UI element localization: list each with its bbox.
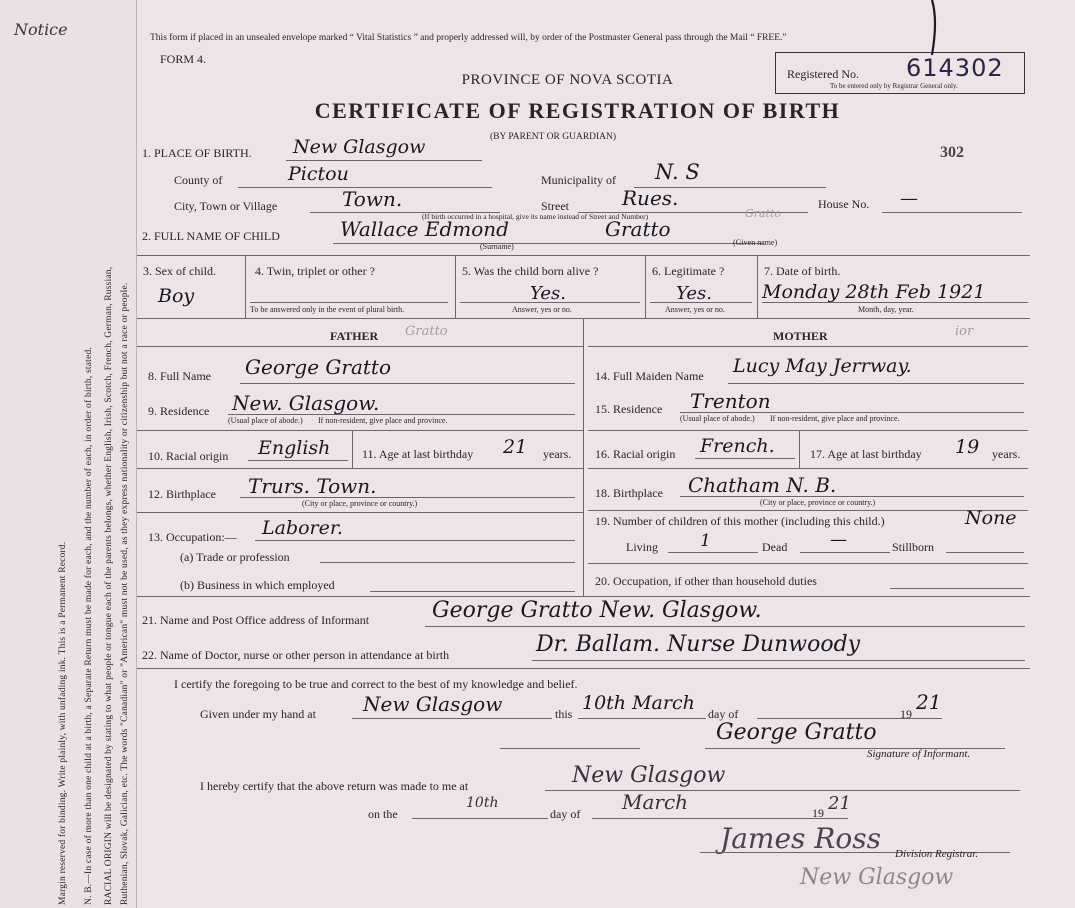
mother-occupation-label: 20. Occupation, if other than household duties [595,574,817,588]
street-value: Rues. [622,186,679,210]
grid-divider-1 [245,255,246,318]
mother-age-value: 19 [955,436,980,458]
county-label: County of [174,173,223,187]
mother-row-border-1 [588,430,1028,431]
informant-signature: George Gratto [716,720,877,745]
father-heading-line [137,346,583,347]
date-line [762,302,1028,303]
registrar-day-value: 10th [466,795,499,811]
given-date-value: 10th March [582,692,695,714]
grid-divider-3 [645,255,646,318]
registered-number: 614302 [906,54,1004,82]
informant-signature-label: Signature of Informant. [867,748,971,760]
doctor-label: 22. Name of Doctor, nurse or other person in attendance at birth [142,648,450,662]
surname-note: (Surname) [480,242,514,251]
form-number: FORM 4. [160,52,207,66]
twin-label: 4. Twin, triplet or other ? [255,264,375,278]
grid-divider-2 [455,255,456,318]
alive-label: 5. Was the child born alive ? [462,264,599,278]
father-racial-line [248,460,348,461]
alive-line [460,302,640,303]
father-birthplace-note: (City or place, province or country.) [302,499,418,508]
registry-stamp: 302 [940,144,964,161]
mother-age-label: 17. Age at last birthday [810,447,922,461]
father-residence-note-2: If non-resident, give place and province. [318,416,448,425]
registrar-signature: James Ross [720,822,881,855]
certification-statement: I certify the foregoing to be true and correct to the best of my knowledge and belief. [174,677,578,691]
dead-label: Dead [762,540,788,554]
registrar-place-value: New Glasgow [572,763,726,788]
child-given-name: Wallace Edmond [340,217,509,241]
house-number-line [882,212,1022,213]
dead-line [800,552,890,553]
father-residence-note: (Usual place of abode.) [228,416,303,425]
informant-value: George Gratto New. Glasgow. [432,598,762,623]
registrar-year-value: 21 [828,793,851,814]
mother-age-divider [799,430,800,468]
mother-pencil-note: ior [955,324,974,339]
mother-birthplace-line [680,496,1024,497]
given-name-note: (Given name) [733,238,778,247]
mother-residence-note-2: If non-resident, give place and province. [770,414,900,423]
father-birthplace-value: Trurs. Town. [248,474,377,498]
municipality-value: N. S [655,160,700,184]
father-business-label: (b) Business in which employed [180,578,335,592]
father-name-label: 8. Full Name [148,369,211,383]
registrar-label: Division Registrar. [895,848,979,860]
informant-line [425,626,1025,627]
legitimate-label: 6. Legitimate ? [652,264,725,278]
alive-note: Answer, yes or no. [512,305,572,314]
father-occupation-value: Laborer. [262,517,343,539]
given-date-line [578,718,706,719]
city-label: City, Town or Village [174,199,278,213]
mother-age-years: years. [992,447,1021,461]
grid-divider-4 [757,255,758,318]
father-heading: FATHER [330,329,379,343]
this-label: this [555,707,573,721]
date-note: Month, day, year. [858,305,914,314]
mother-row-border-2 [588,468,1028,469]
alive-value: Yes. [530,283,566,304]
mother-name-value: Lucy May Jerrway. [733,355,912,377]
mother-children-value: None [965,507,1017,529]
mother-residence-line [680,412,1024,413]
mother-heading: MOTHER [773,329,828,343]
father-occupation-label: 13. Occupation:— [148,530,237,544]
house-number-value: — [900,188,918,209]
notice-handwriting: Notice [14,20,68,39]
child-surname: Gratto [605,217,671,241]
mother-birthplace-label: 18. Birthplace [595,486,663,500]
province-heading: PROVINCE OF NOVA SCOTIA [461,72,674,88]
mother-heading-line [588,346,1028,347]
living-value: 1 [700,531,711,551]
registered-number-note: To be entered only by Registrar General only. [830,82,958,90]
registered-number-label: Registered No. [787,67,859,81]
mother-occupation-line [890,588,1024,589]
father-trade-line [320,562,575,563]
given-under-label: Given under my hand at [200,707,316,721]
father-name-value: George Gratto [245,355,391,379]
child-name-label: 2. FULL NAME OF CHILD [142,229,280,243]
on-the-label: on the [368,807,398,821]
mother-name-line [728,383,1024,384]
father-row-border-3 [137,512,583,513]
mother-row-border-4 [588,563,1028,564]
father-business-line [370,591,575,592]
county-value: Pictou [288,163,349,185]
child-name-line [333,243,763,244]
pencil-surname-note: Gratto [745,207,782,220]
place-of-birth-label: 1. PLACE OF BIRTH. [142,146,252,160]
doctor-line [532,660,1025,661]
father-racial-label: 10. Racial origin [148,449,229,463]
father-age-label: 11. Age at last birthday [362,447,474,461]
parents-divider [583,318,584,596]
father-row-border-1 [137,430,583,431]
father-residence-value: New. Glasgow. [232,391,380,415]
mother-racial-value: French. [700,435,775,457]
stillborn-line [946,552,1024,553]
mother-birthplace-value: Chatham N. B. [688,473,837,497]
mother-row-border-3 [588,510,1028,511]
registrar-day-line [412,818,548,819]
living-label: Living [626,540,658,554]
day-of-label: day of [708,707,739,721]
father-pencil-note: Gratto [405,324,448,339]
doctor-value: Dr. Ballam. Nurse Dunwoody [536,632,861,657]
document-title: CERTIFICATE OF REGISTRATION OF BIRTH [314,98,841,123]
mother-birthplace-note: (City or place, province or country.) [760,498,876,507]
father-age-years: years. [543,447,572,461]
father-occupation-line [255,540,575,541]
margin-note-2: N. B.—In case of more than one child at a birth, a Separate Return must be made for each, and the number of each, in order of birth, stated. [84,347,94,905]
parents-bottom-border [137,596,1030,597]
registrar-year-prefix: 19 [812,806,824,820]
legitimate-line [650,302,752,303]
given-place-line [352,718,552,719]
date-label: 7. Date of birth. [764,264,841,278]
margin-note-4: Ruthenian, Slovak, Galician, etc. The words "Canadian" or "American" must not be used, as they express nationality or citizenship but not a race or people. [120,282,130,905]
mother-children-label: 19. Number of children of this mother (including this child.) [595,514,885,528]
grid-top-border [137,255,1030,256]
mother-residence-label: 15. Residence [595,402,663,416]
sex-value: Boy [158,285,195,307]
living-line [668,552,758,553]
city-value: Town. [342,187,403,211]
father-trade-label: (a) Trade or profession [180,550,290,564]
given-place-value: New Glasgow [363,692,503,716]
informant-label: 21. Name and Post Office address of Informant [142,613,370,627]
margin-note-1: Margin reserved for binding. Write plainly, with unfading ink. This is a Permanent Record. [58,541,68,905]
year-prefix: 19 [900,707,912,721]
sex-label: 3. Sex of child. [143,264,216,278]
date-value: Monday 28th Feb 1921 [762,281,986,303]
legitimate-note: Answer, yes or no. [665,305,725,314]
father-birthplace-line [240,497,575,498]
registrar-statement: I hereby certify that the above return was made to me at [200,779,469,793]
mother-residence-note: (Usual place of abode.) [680,414,755,423]
year-value: 21 [916,690,942,714]
stillborn-label: Stillborn [892,540,935,554]
father-birthplace-label: 12. Birthplace [148,487,216,501]
street-label: Street [541,199,569,213]
father-name-line [240,383,575,384]
registrar-pencil-place: New Glasgow [800,865,954,890]
blank-signature-line [500,748,640,749]
registrar-day-of-label: day of [550,807,581,821]
ink-stroke [920,0,950,60]
legitimate-value: Yes. [676,283,712,304]
margin-note-3: RACIAL ORIGIN will be designated by stating to what people or tongue each of the parents belongs, whether English, Irish, Scotch, French, German, Russian, [104,266,114,905]
father-residence-label: 9. Residence [148,404,210,418]
document-subtitle: (BY PARENT OR GUARDIAN) [490,132,617,142]
father-racial-value: English [258,437,331,459]
house-number-label: House No. [818,197,870,211]
mother-name-label: 14. Full Maiden Name [595,369,704,383]
father-age-divider [352,430,353,468]
place-of-birth-value: New Glasgow [293,136,426,158]
father-row-border-2 [137,468,583,469]
year-line [757,718,942,719]
registrar-month-value: March [622,790,689,814]
registrar-place-line [545,790,1020,791]
mother-racial-label: 16. Racial origin [595,447,676,461]
place-of-birth-line [286,160,482,161]
postal-notice: This form if placed in an unsealed envelope marked “ Vital Statistics ” and properly addressed will, by order of the Postmaster General pass through the Mail “ FREE.” [150,33,787,43]
twin-note: To be answered only in the event of plural birth. [250,305,405,314]
municipality-label: Municipality of [541,173,616,187]
mother-racial-line [695,458,795,459]
certification-border [137,668,1030,669]
twin-line [250,302,448,303]
hospital-note: (If birth occurred in a hospital, give its name instead of Street and Number) [422,212,649,221]
father-age-value: 21 [503,436,528,458]
father-residence-line [228,414,575,415]
registrar-month-line [592,818,848,819]
mother-residence-value: Trenton [690,389,771,413]
dead-value: — [830,530,847,550]
binding-margin [0,0,137,908]
